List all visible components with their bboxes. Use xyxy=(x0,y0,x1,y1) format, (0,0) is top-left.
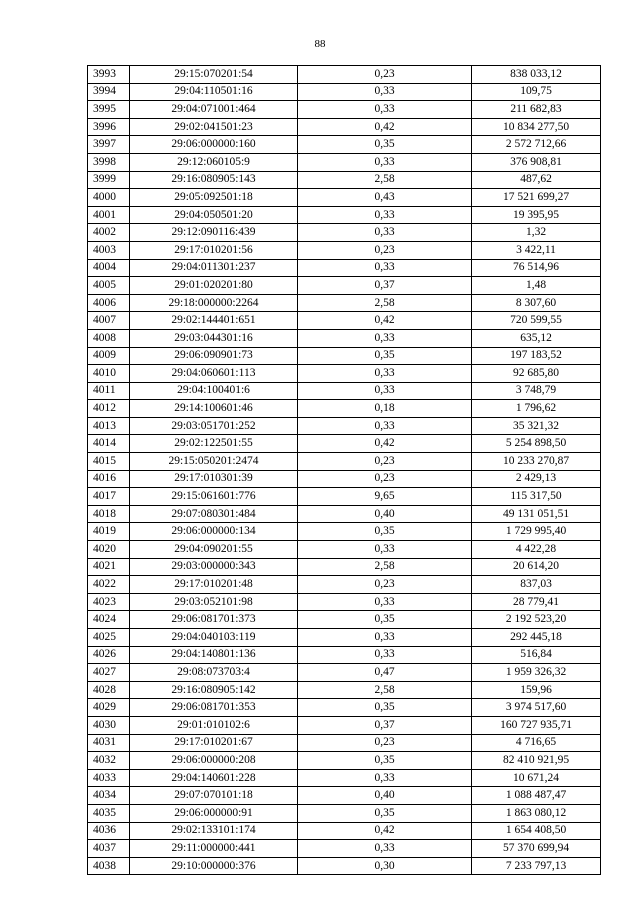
cadastral-number-cell: 29:06:081701:373 xyxy=(130,611,298,629)
cadastral-number-cell: 29:07:070101:18 xyxy=(130,787,298,805)
cadastral-number-cell: 29:18:000000:2264 xyxy=(130,294,298,312)
value-cell: 211 682,83 xyxy=(472,101,601,119)
value-cell: 1 088 487,47 xyxy=(472,787,601,805)
row-number-cell: 4002 xyxy=(88,224,130,242)
table-row xyxy=(88,611,601,629)
row-number-cell: 4017 xyxy=(88,488,130,506)
rate-cell: 0,33 xyxy=(298,101,472,119)
value-cell: 5 254 898,50 xyxy=(472,435,601,453)
row-number-cell: 4008 xyxy=(88,329,130,347)
rate-cell: 0,18 xyxy=(298,400,472,418)
row-number-cell: 3994 xyxy=(88,83,130,101)
rate-cell: 0,23 xyxy=(298,470,472,488)
value-cell: 115 317,50 xyxy=(472,488,601,506)
rate-cell: 0,23 xyxy=(298,453,472,471)
row-number-cell: 3999 xyxy=(88,171,130,189)
cadastral-number-cell: 29:06:090901:73 xyxy=(130,347,298,365)
value-cell: 1 796,62 xyxy=(472,400,601,418)
table-row xyxy=(88,329,601,347)
value-cell: 635,12 xyxy=(472,329,601,347)
cadastral-number-cell: 29:01:020201:80 xyxy=(130,277,298,295)
table-row xyxy=(88,417,601,435)
value-cell: 19 395,95 xyxy=(472,206,601,224)
table-row xyxy=(88,118,601,136)
rate-cell: 2,58 xyxy=(298,294,472,312)
cadastral-number-cell: 29:16:080905:143 xyxy=(130,171,298,189)
rate-cell: 0,37 xyxy=(298,277,472,295)
row-number-cell: 4034 xyxy=(88,787,130,805)
table-row xyxy=(88,259,601,277)
row-number-cell: 4014 xyxy=(88,435,130,453)
value-cell: 49 131 051,51 xyxy=(472,505,601,523)
rate-cell: 0,35 xyxy=(298,752,472,770)
rate-cell: 0,33 xyxy=(298,646,472,664)
table-row xyxy=(88,66,601,84)
table-row xyxy=(88,699,601,717)
rate-cell: 0,42 xyxy=(298,435,472,453)
rate-cell: 0,33 xyxy=(298,417,472,435)
value-cell: 1,48 xyxy=(472,277,601,295)
table-row xyxy=(88,787,601,805)
cadastral-number-cell: 29:16:080905:142 xyxy=(130,681,298,699)
table-row xyxy=(88,664,601,682)
cadastral-number-cell: 29:02:041501:23 xyxy=(130,118,298,136)
rate-cell: 0,33 xyxy=(298,224,472,242)
cadastral-number-cell: 29:08:073703:4 xyxy=(130,664,298,682)
cadastral-number-cell: 29:04:110501:16 xyxy=(130,83,298,101)
value-cell: 17 521 699,27 xyxy=(472,189,601,207)
rate-cell: 0,37 xyxy=(298,716,472,734)
value-cell: 1 654 408,50 xyxy=(472,822,601,840)
table-row xyxy=(88,153,601,171)
rate-cell: 2,58 xyxy=(298,171,472,189)
table-row xyxy=(88,629,601,647)
value-cell: 76 514,96 xyxy=(472,259,601,277)
cadastral-number-cell: 29:06:000000:208 xyxy=(130,752,298,770)
value-cell: 35 321,32 xyxy=(472,417,601,435)
cadastral-number-cell: 29:04:140601:228 xyxy=(130,769,298,787)
cadastral-number-cell: 29:04:011301:237 xyxy=(130,259,298,277)
table-row xyxy=(88,646,601,664)
value-cell: 197 183,52 xyxy=(472,347,601,365)
table-row xyxy=(88,840,601,858)
row-number-cell: 4005 xyxy=(88,277,130,295)
cadastral-number-cell: 29:12:060105:9 xyxy=(130,153,298,171)
cadastral-number-cell: 29:15:070201:54 xyxy=(130,66,298,84)
row-number-cell: 4023 xyxy=(88,593,130,611)
table-row xyxy=(88,716,601,734)
row-number-cell: 4022 xyxy=(88,576,130,594)
cadastral-number-cell: 29:04:090201:55 xyxy=(130,541,298,559)
cadastral-number-cell: 29:06:000000:91 xyxy=(130,804,298,822)
rate-cell: 0,33 xyxy=(298,840,472,858)
cadastral-number-cell: 29:02:122501:55 xyxy=(130,435,298,453)
cadastral-number-cell: 29:04:071001:464 xyxy=(130,101,298,119)
cadastral-number-cell: 29:03:052101:98 xyxy=(130,593,298,611)
value-cell: 487,62 xyxy=(472,171,601,189)
row-number-cell: 4024 xyxy=(88,611,130,629)
cadastral-number-cell: 29:03:000000:343 xyxy=(130,558,298,576)
rate-cell: 0,35 xyxy=(298,523,472,541)
rate-cell: 0,33 xyxy=(298,365,472,383)
table-row xyxy=(88,206,601,224)
value-cell: 10 834 277,50 xyxy=(472,118,601,136)
value-cell: 1 863 080,12 xyxy=(472,804,601,822)
row-number-cell: 4003 xyxy=(88,241,130,259)
cadastral-number-cell: 29:04:100401:6 xyxy=(130,382,298,400)
table-row xyxy=(88,681,601,699)
cadastral-number-cell: 29:17:010201:56 xyxy=(130,241,298,259)
value-cell: 292 445,18 xyxy=(472,629,601,647)
value-cell: 57 370 699,94 xyxy=(472,840,601,858)
cadastral-number-cell: 29:03:044301:16 xyxy=(130,329,298,347)
value-cell: 837,03 xyxy=(472,576,601,594)
cadastral-number-cell: 29:05:092501:18 xyxy=(130,189,298,207)
row-number-cell: 4015 xyxy=(88,453,130,471)
cadastral-number-cell: 29:04:040103:119 xyxy=(130,629,298,647)
row-number-cell: 4013 xyxy=(88,417,130,435)
cadastral-number-cell: 29:01:010102:6 xyxy=(130,716,298,734)
table-row xyxy=(88,857,601,875)
value-cell: 4 422,28 xyxy=(472,541,601,559)
rate-cell: 2,58 xyxy=(298,681,472,699)
value-cell: 82 410 921,95 xyxy=(472,752,601,770)
value-cell: 2 192 523,20 xyxy=(472,611,601,629)
rate-cell: 0,33 xyxy=(298,206,472,224)
table-row xyxy=(88,435,601,453)
row-number-cell: 4007 xyxy=(88,312,130,330)
cadastral-number-cell: 29:06:000000:160 xyxy=(130,136,298,154)
value-cell: 109,75 xyxy=(472,83,601,101)
table-body xyxy=(88,66,601,875)
cadastral-number-cell: 29:07:080301:484 xyxy=(130,505,298,523)
value-cell: 1,32 xyxy=(472,224,601,242)
table-row xyxy=(88,523,601,541)
table-row xyxy=(88,83,601,101)
table-row xyxy=(88,277,601,295)
value-cell: 720 599,55 xyxy=(472,312,601,330)
rate-cell: 0,35 xyxy=(298,804,472,822)
table-row xyxy=(88,101,601,119)
rate-cell: 0,40 xyxy=(298,787,472,805)
rate-cell: 0,35 xyxy=(298,699,472,717)
row-number-cell: 4006 xyxy=(88,294,130,312)
row-number-cell: 4032 xyxy=(88,752,130,770)
cadastral-number-cell: 29:06:081701:353 xyxy=(130,699,298,717)
cadastral-number-cell: 29:15:061601:776 xyxy=(130,488,298,506)
row-number-cell: 4027 xyxy=(88,664,130,682)
value-cell: 838 033,12 xyxy=(472,66,601,84)
table-row xyxy=(88,189,601,207)
value-cell: 20 614,20 xyxy=(472,558,601,576)
row-number-cell: 4021 xyxy=(88,558,130,576)
row-number-cell: 4020 xyxy=(88,541,130,559)
row-number-cell: 4011 xyxy=(88,382,130,400)
rate-cell: 0,43 xyxy=(298,189,472,207)
row-number-cell: 4037 xyxy=(88,840,130,858)
row-number-cell: 4000 xyxy=(88,189,130,207)
table-row xyxy=(88,400,601,418)
rate-cell: 0,33 xyxy=(298,769,472,787)
table-row xyxy=(88,505,601,523)
page-number: 88 xyxy=(314,38,326,50)
row-number-cell: 4010 xyxy=(88,365,130,383)
value-cell: 92 685,80 xyxy=(472,365,601,383)
row-number-cell: 3998 xyxy=(88,153,130,171)
row-number-cell: 4031 xyxy=(88,734,130,752)
row-number-cell: 4029 xyxy=(88,699,130,717)
cadastral-number-cell: 29:02:133101:174 xyxy=(130,822,298,840)
table-row xyxy=(88,734,601,752)
table-row xyxy=(88,804,601,822)
table-row xyxy=(88,558,601,576)
rate-cell: 0,33 xyxy=(298,541,472,559)
table-row xyxy=(88,347,601,365)
data-table xyxy=(87,65,601,875)
rate-cell: 0,23 xyxy=(298,66,472,84)
row-number-cell: 4028 xyxy=(88,681,130,699)
table-row xyxy=(88,752,601,770)
row-number-cell: 4026 xyxy=(88,646,130,664)
rate-cell: 0,47 xyxy=(298,664,472,682)
rate-cell: 0,23 xyxy=(298,241,472,259)
row-number-cell: 4016 xyxy=(88,470,130,488)
cadastral-number-cell: 29:17:010301:39 xyxy=(130,470,298,488)
table-row xyxy=(88,365,601,383)
cadastral-number-cell: 29:17:010201:48 xyxy=(130,576,298,594)
cadastral-number-cell: 29:10:000000:376 xyxy=(130,857,298,875)
table-row xyxy=(88,241,601,259)
table-row xyxy=(88,822,601,840)
table-row xyxy=(88,136,601,154)
cadastral-number-cell: 29:06:000000:134 xyxy=(130,523,298,541)
row-number-cell: 3997 xyxy=(88,136,130,154)
rate-cell: 0,40 xyxy=(298,505,472,523)
cadastral-number-cell: 29:04:050501:20 xyxy=(130,206,298,224)
table-row xyxy=(88,294,601,312)
rate-cell: 0,33 xyxy=(298,83,472,101)
cadastral-number-cell: 29:11:000000:441 xyxy=(130,840,298,858)
cadastral-number-cell: 29:04:060601:113 xyxy=(130,365,298,383)
value-cell: 1 959 326,32 xyxy=(472,664,601,682)
rate-cell: 0,35 xyxy=(298,347,472,365)
value-cell: 160 727 935,71 xyxy=(472,716,601,734)
cadastral-number-cell: 29:17:010201:67 xyxy=(130,734,298,752)
value-cell: 10 671,24 xyxy=(472,769,601,787)
value-cell: 3 974 517,60 xyxy=(472,699,601,717)
cadastral-number-cell: 29:14:100601:46 xyxy=(130,400,298,418)
table-row xyxy=(88,224,601,242)
value-cell: 3 422,11 xyxy=(472,241,601,259)
table-row xyxy=(88,171,601,189)
rate-cell: 0,33 xyxy=(298,382,472,400)
table-row xyxy=(88,470,601,488)
rate-cell: 9,65 xyxy=(298,488,472,506)
value-cell: 4 716,65 xyxy=(472,734,601,752)
value-cell: 8 307,60 xyxy=(472,294,601,312)
rate-cell: 0,23 xyxy=(298,734,472,752)
rate-cell: 0,33 xyxy=(298,629,472,647)
value-cell: 1 729 995,40 xyxy=(472,523,601,541)
table-row xyxy=(88,593,601,611)
row-number-cell: 4025 xyxy=(88,629,130,647)
row-number-cell: 4004 xyxy=(88,259,130,277)
row-number-cell: 3995 xyxy=(88,101,130,119)
row-number-cell: 4018 xyxy=(88,505,130,523)
cadastral-number-cell: 29:02:144401:651 xyxy=(130,312,298,330)
cadastral-number-cell: 29:03:051701:252 xyxy=(130,417,298,435)
row-number-cell: 4001 xyxy=(88,206,130,224)
table-row xyxy=(88,382,601,400)
rate-cell: 0,33 xyxy=(298,593,472,611)
row-number-cell: 4036 xyxy=(88,822,130,840)
row-number-cell: 4035 xyxy=(88,804,130,822)
rate-cell: 0,35 xyxy=(298,136,472,154)
value-cell: 2 572 712,66 xyxy=(472,136,601,154)
value-cell: 376 908,81 xyxy=(472,153,601,171)
row-number-cell: 4030 xyxy=(88,716,130,734)
cadastral-number-cell: 29:15:050201:2474 xyxy=(130,453,298,471)
rate-cell: 2,58 xyxy=(298,558,472,576)
value-cell: 516,84 xyxy=(472,646,601,664)
rate-cell: 0,23 xyxy=(298,576,472,594)
row-number-cell: 4009 xyxy=(88,347,130,365)
table-row xyxy=(88,488,601,506)
table-row xyxy=(88,312,601,330)
rate-cell: 0,33 xyxy=(298,259,472,277)
row-number-cell: 4019 xyxy=(88,523,130,541)
row-number-cell: 3996 xyxy=(88,118,130,136)
row-number-cell: 3993 xyxy=(88,66,130,84)
cadastral-number-cell: 29:12:090116:439 xyxy=(130,224,298,242)
value-cell: 3 748,79 xyxy=(472,382,601,400)
table-row xyxy=(88,769,601,787)
rate-cell: 0,30 xyxy=(298,857,472,875)
row-number-cell: 4038 xyxy=(88,857,130,875)
row-number-cell: 4012 xyxy=(88,400,130,418)
table-row xyxy=(88,576,601,594)
value-cell: 10 233 270,87 xyxy=(472,453,601,471)
rate-cell: 0,33 xyxy=(298,329,472,347)
rate-cell: 0,42 xyxy=(298,822,472,840)
rate-cell: 0,33 xyxy=(298,153,472,171)
value-cell: 159,96 xyxy=(472,681,601,699)
rate-cell: 0,42 xyxy=(298,118,472,136)
value-cell: 2 429,13 xyxy=(472,470,601,488)
table-row xyxy=(88,453,601,471)
rate-cell: 0,42 xyxy=(298,312,472,330)
cadastral-number-cell: 29:04:140801:136 xyxy=(130,646,298,664)
table-row xyxy=(88,541,601,559)
row-number-cell: 4033 xyxy=(88,769,130,787)
value-cell: 7 233 797,13 xyxy=(472,857,601,875)
rate-cell: 0,35 xyxy=(298,611,472,629)
value-cell: 28 779,41 xyxy=(472,593,601,611)
